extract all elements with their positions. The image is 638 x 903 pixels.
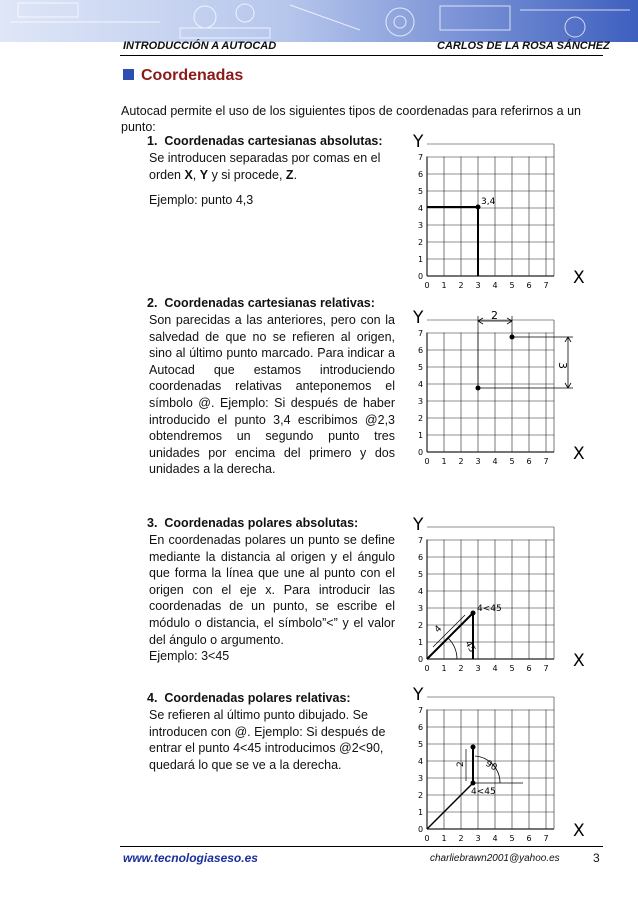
graph-2-y-axis-label: Y [413,308,424,328]
x-tick-label: 2 [458,281,464,290]
item-1-number: 1. [147,134,158,148]
x-tick-label: 3 [475,834,481,843]
x-tick-label: 6 [526,664,532,673]
graph-1-point [476,205,481,210]
item-1-text-c: . [293,167,298,182]
x-tick-label: 5 [509,834,515,843]
graph-1-y-axis-label: Y [413,132,424,152]
y-tick-label: 6 [418,723,424,732]
graph-1-point-label: 3,4 [481,197,496,207]
y-tick-label: 6 [418,170,424,179]
intro-paragraph: Autocad permite el uso de los siguientes tipos de coordenadas para referirnos a un punto: [121,104,582,134]
y-tick-label: 3 [418,604,424,613]
x-tick-label: 5 [509,457,515,466]
x-tick-label: 1 [441,457,447,466]
y-tick-label: 0 [418,655,424,664]
y-tick-label: 4 [418,204,424,213]
page-number: 3 [593,851,600,865]
graph-3-y-axis-label: Y [413,515,424,535]
item-1-x: X [184,167,193,182]
graph-2-dx-label: 2 [491,309,498,322]
x-tick-label: 4 [492,834,498,843]
item-1-body [149,150,389,183]
header-banner [0,0,638,42]
y-tick-label: 4 [418,587,424,596]
graph-3-x-axis-label: X [573,651,585,671]
x-tick-label: 7 [543,664,549,673]
y-tick-label: 1 [418,808,424,817]
item-1-example: Ejemplo: punto 4,3 [149,193,254,207]
y-tick-label: 2 [418,791,424,800]
x-tick-label: 5 [509,281,515,290]
x-tick-label: 4 [492,457,498,466]
y-tick-label: 3 [418,774,424,783]
item-3-title-text: Coordenadas polares absolutas: [164,516,359,530]
y-tick-label: 7 [418,153,424,162]
item-4-text: Se refieren al último punto dibujado. Se introducen con @. [149,708,368,739]
item-4-body [149,707,389,773]
x-tick-label: 3 [475,664,481,673]
graph-3-radius-line [427,613,473,659]
item-1-sep: , [192,167,200,182]
header-author: CARLOS DE LA ROSA SÁNCHEZ [437,40,610,52]
x-tick-label: 1 [441,281,447,290]
graph-3-distance-label: 4 [433,623,445,636]
x-tick-label: 5 [509,664,515,673]
graph-1-x-axis-label: X [573,268,585,288]
item-3-example: Ejemplo: 3<45 [149,649,230,663]
y-tick-label: 6 [418,553,424,562]
item-1-text-b: y si procede, [208,167,286,182]
graph-4-first-segment [427,783,473,829]
item-3-body [149,532,395,648]
item-4-number: 4. [147,691,158,705]
graph-4-angle-label: 90 [483,758,499,774]
y-tick-label: 5 [418,570,424,579]
x-tick-label: 6 [526,457,532,466]
graph-4-y-axis-label: Y [413,685,424,705]
item-4-title-text: Coordenadas polares relativas: [164,691,351,705]
x-tick-label: 7 [543,281,549,290]
graph-3-point [471,611,476,616]
x-tick-label: 3 [475,457,481,466]
item-1-title-text: Coordenadas cartesianas absolutas: [164,134,383,148]
graph-3-grid [418,527,554,673]
x-tick-label: 7 [543,457,549,466]
y-tick-label: 4 [418,380,424,389]
item-3-title [147,516,358,530]
x-tick-label: 2 [458,457,464,466]
graph-2-x-axis-label: X [573,444,585,464]
item-4-example: Ejemplo: Si después de entrar el punto 4<45 introducimos @2<90, quedará lo que se ve a la derecha. [149,724,386,772]
y-tick-label: 7 [418,329,424,338]
graph-4-distance-label: 2 [456,761,466,767]
y-tick-label: 7 [418,706,424,715]
item-1-title [147,134,383,148]
y-tick-label: 3 [418,221,424,230]
y-tick-label: 6 [418,346,424,355]
technical-drawing-decoration [0,0,638,42]
section-title-text: Coordenadas [141,67,244,84]
item-2-number: 2. [147,296,158,310]
y-tick-label: 2 [418,414,424,423]
x-tick-label: 4 [492,281,498,290]
graph-3-angle-label: 45 [462,639,477,655]
graph-1-grid [418,144,554,290]
header-rule [120,55,603,56]
footer-website-link[interactable]: www.tecnologiaseso.es [123,851,258,865]
y-tick-label: 5 [418,740,424,749]
graph-2-second-point [510,335,515,340]
graph-polar-relative [405,683,605,845]
item-2-example: Ejemplo: Si después de haber introducido el punto 3,4 escribimos @2,3 obtendremos un segundo punto tres unidades por encima del primero y dos unidades a la derecha. [149,395,395,477]
y-tick-label: 5 [418,363,424,372]
graph-4-second-point [471,745,476,750]
y-tick-label: 1 [418,431,424,440]
y-tick-label: 0 [418,272,424,281]
x-tick-label: 7 [543,834,549,843]
graph-4-grid [418,697,554,843]
item-2-title-text: Coordenadas cartesianas relativas: [164,296,375,310]
graph-3-point-label: 4<45 [477,604,502,614]
y-tick-label: 5 [418,187,424,196]
item-3-number: 3. [147,516,158,530]
graph-4-first-point [471,781,476,786]
header-title: INTRODUCCIÓN A AUTOCAD [123,40,277,52]
graph-4-point-label: 4<45 [471,787,496,797]
x-tick-label: 2 [458,834,464,843]
graph-cartesian-absolute [405,130,605,292]
footer-rule [120,846,603,847]
item-1-y: Y [199,167,209,182]
y-tick-label: 7 [418,536,424,545]
x-tick-label: 6 [526,281,532,290]
x-tick-label: 0 [424,281,430,290]
graph-polar-absolute [405,513,605,675]
graph-2-first-point [476,386,481,391]
x-tick-label: 2 [458,664,464,673]
y-tick-label: 0 [418,825,424,834]
item-1-text-a: Se introducen separadas por comas en el orden [149,151,381,182]
graph-cartesian-relative [405,306,605,468]
item-4-title [147,691,351,705]
item-3-text: En coordenadas polares un punto se define mediante la distancia al origen y el ángulo que forma la línea que une al punto con el origen con el eje x. Para introducir las coordenadas de un punto, se escribe el módulo o distancia, el símbolo”<” y el valor del ángulo o argumento. [149,533,395,647]
x-tick-label: 0 [424,664,430,673]
item-1-z: Z [285,167,294,182]
y-tick-label: 4 [418,757,424,766]
x-tick-label: 6 [526,834,532,843]
x-tick-label: 0 [424,834,430,843]
footer-email: charliebrawn2001@yahoo.es [430,853,560,864]
graph-2-dy-label: 3 [556,362,569,369]
item-2-text: Son parecidas a las anteriores, pero con la salvedad de que no se refieren al origen, sino al último punto marcado. Para indicar a Autocad que estamos introduciendo coordenadas relativas anteponemos el símbolo @. [149,313,395,410]
y-tick-label: 2 [418,238,424,247]
item-2-body [149,312,395,478]
x-tick-label: 1 [441,664,447,673]
x-tick-label: 0 [424,457,430,466]
graph-4-x-axis-label: X [573,821,585,841]
section-title [123,67,243,85]
x-tick-label: 1 [441,834,447,843]
y-tick-label: 1 [418,638,424,647]
x-tick-label: 4 [492,664,498,673]
item-2-title [147,296,375,310]
y-tick-label: 3 [418,397,424,406]
graph-2-grid [418,320,554,466]
y-tick-label: 1 [418,255,424,264]
graph-3-angle-arc [448,638,457,659]
x-tick-label: 3 [475,281,481,290]
y-tick-label: 2 [418,621,424,630]
bullet-square-icon [123,69,134,80]
y-tick-label: 0 [418,448,424,457]
